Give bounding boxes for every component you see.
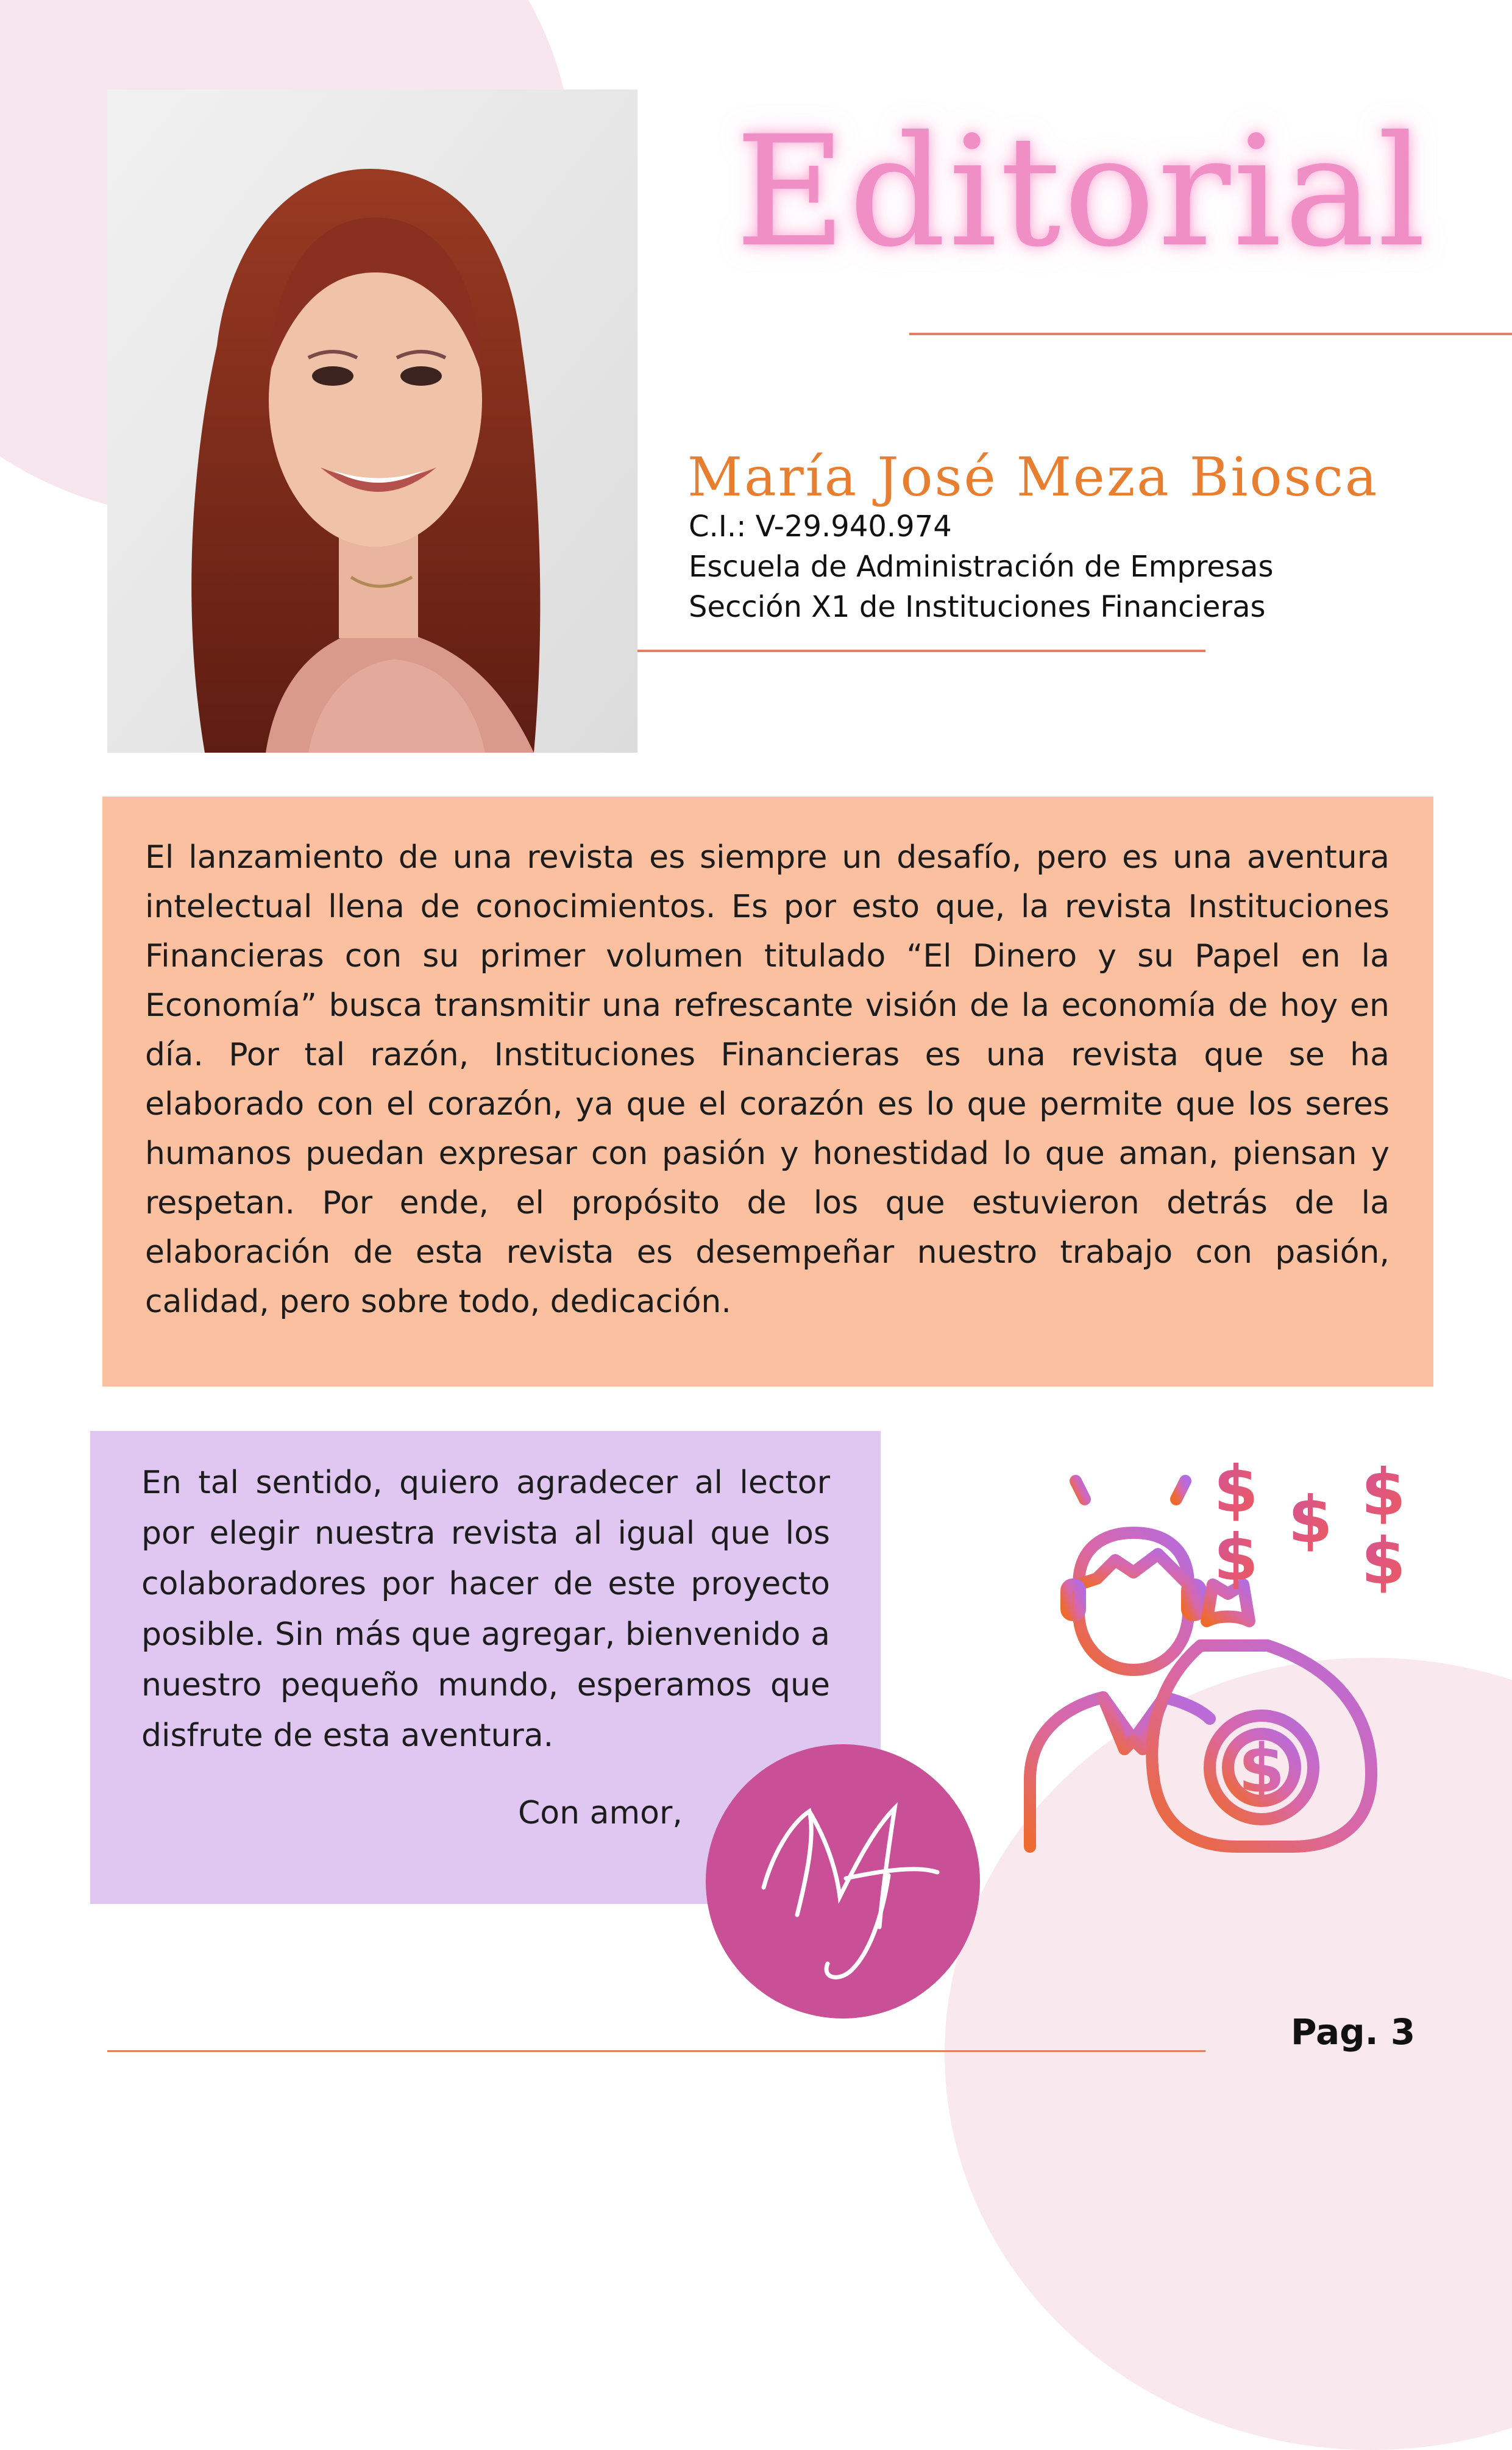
monogram-lettering — [706, 1744, 980, 2019]
page-title: Editorial — [735, 103, 1429, 280]
author-divider — [637, 650, 1205, 652]
dollar-sign: $ — [1213, 1463, 1258, 1527]
closing-text: Con amor, — [518, 1795, 683, 1831]
author-school: Escuela de Administración de Empresas — [689, 550, 1274, 584]
signature-monogram — [706, 1744, 980, 2019]
author-name: María José Meza Biosca — [687, 446, 1379, 508]
author-id: C.I.: V-29.940.974 — [689, 510, 952, 544]
dollar-sign: $ — [1213, 1521, 1258, 1595]
editorial-paragraph-2: En tal sentido, quiero agradecer al lector por elegir nuestra revista al igual que los colaboradores por hacer de este proyecto posible. Sin más que agregar, bienvenido a nuestro pequeño mundo, esperamos que disfrute de esta aventura. — [141, 1465, 830, 1754]
title-divider — [909, 333, 1512, 335]
bag-dollar-sign: $ — [1238, 1730, 1285, 1808]
dollar-sign: $ — [1288, 1483, 1333, 1557]
author-portrait — [107, 90, 637, 753]
dollar-sign: $ — [1361, 1463, 1406, 1530]
portrait-illustration — [107, 90, 637, 753]
footer-divider — [107, 2050, 1205, 2052]
businessman-money-bag-icon — [1024, 1463, 1426, 1865]
dollar-sign: $ — [1361, 1524, 1406, 1599]
editorial-paragraph-1: El lanzamiento de una revista es siempre un desafío, pero es una aventura intelectual llena de conocimientos. Es por esto que, la revista Instituciones Financieras con su primer volumen titulado “El Dinero y su Papel en la Economía” busca transmitir una refrescante visión de la economía de hoy en día. Por tal razón, Instituciones Financieras es una revista que se ha elaborado con el corazón, ya que el corazón es lo que permite que los seres humanos puedan expresar con pasión y honestidad lo que aman, piensan y respetan. Por ende, el propósito de los que estuvieron detrás de la elaboración de esta revista es desempeñar nuestro trabajo con pasión, calidad, pero sobre todo, dedicación. — [145, 839, 1390, 1320]
author-section: Sección X1 de Instituciones Financieras — [689, 590, 1266, 624]
page-number: Pag. 3 — [1291, 2011, 1416, 2053]
